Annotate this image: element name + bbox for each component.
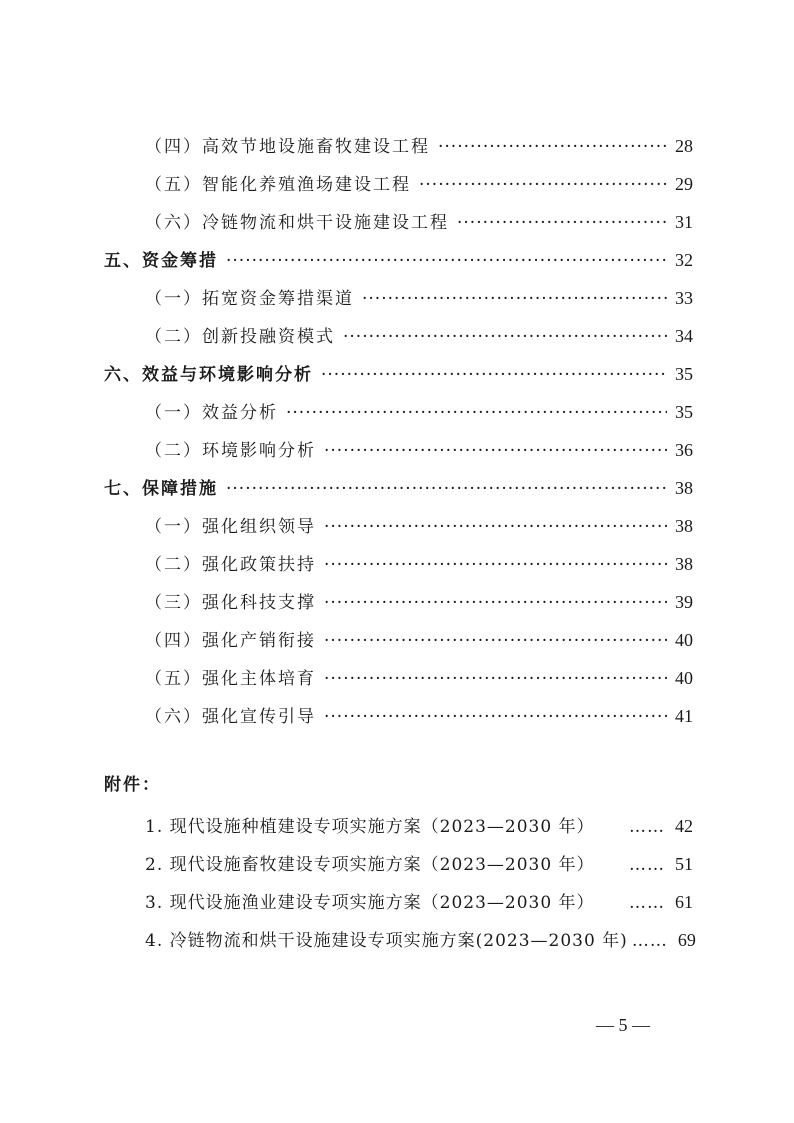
toc-entry-label: （五）智能化养殖渔场建设工程 xyxy=(145,175,411,195)
toc-entry-page: 34 xyxy=(675,326,693,346)
toc-entry-page: 41 xyxy=(675,706,693,726)
toc-entry-label: （一）强化组织领导 xyxy=(145,517,316,537)
toc-entry-label: （四）高效节地设施畜牧建设工程 xyxy=(145,137,430,157)
toc-entry-label: （四）强化产销衔接 xyxy=(145,631,316,651)
toc-entry-page: 28 xyxy=(675,136,693,156)
dot-leader xyxy=(324,702,667,732)
dot-leader xyxy=(343,322,667,352)
toc-entry-page: 38 xyxy=(675,554,693,574)
page-number: — 5 — xyxy=(596,1015,650,1035)
annex-item-label: 2. 现代设施畜牧建设专项实施方案（2023—2030 年） xyxy=(145,855,595,875)
dot-leader xyxy=(324,664,667,694)
dot-leader xyxy=(629,888,665,918)
annex-item-page: 61 xyxy=(675,892,693,912)
toc-entry[interactable] xyxy=(145,207,693,237)
toc-entry-page: 33 xyxy=(675,288,693,308)
dot-leader xyxy=(324,588,667,618)
toc-entry-page: 29 xyxy=(675,174,693,194)
toc-entry[interactable] xyxy=(145,587,693,617)
toc-entry-page: 36 xyxy=(675,440,693,460)
toc-entry-label: （六）冷链物流和烘干设施建设工程 xyxy=(145,213,449,233)
toc-entry-page: 38 xyxy=(675,516,693,536)
toc-entry[interactable] xyxy=(145,701,693,731)
dot-leader xyxy=(324,436,667,466)
dot-leader xyxy=(362,284,667,314)
toc-entry-page: 35 xyxy=(675,402,693,422)
toc-section-page: 32 xyxy=(675,250,693,270)
toc-entry[interactable] xyxy=(145,435,693,465)
annex-title: 附件： xyxy=(104,775,161,795)
toc-entry-page: 31 xyxy=(675,212,693,232)
annex-item-label: 3. 现代设施渔业建设专项实施方案（2023—2030 年） xyxy=(145,893,595,913)
dot-leader xyxy=(438,132,667,162)
toc-entry-label: （二）强化政策扶持 xyxy=(145,555,316,575)
toc-section[interactable] xyxy=(104,359,693,389)
dot-leader xyxy=(226,246,667,276)
toc-entry[interactable] xyxy=(145,511,693,541)
toc-entry-label: （二）环境影响分析 xyxy=(145,441,316,461)
toc-entry-label: （五）强化主体培育 xyxy=(145,669,316,689)
toc-section-page: 38 xyxy=(675,478,693,498)
dot-leader xyxy=(321,360,667,390)
annex-item-label: 1. 现代设施种植建设专项实施方案（2023—2030 年） xyxy=(145,817,595,837)
dot-leader xyxy=(324,512,667,542)
dot-leader xyxy=(457,208,667,238)
annex-item[interactable] xyxy=(145,925,696,955)
dot-leader xyxy=(324,550,667,580)
toc-entry[interactable] xyxy=(145,321,693,351)
annex-item-page: 42 xyxy=(675,816,693,836)
toc-section-label: 五、资金筹措 xyxy=(104,251,218,271)
toc-section-label: 七、保障措施 xyxy=(104,479,218,499)
toc-entry[interactable] xyxy=(145,397,693,427)
toc-entry-page: 39 xyxy=(675,592,693,612)
toc-section-label: 六、效益与环境影响分析 xyxy=(104,365,313,385)
toc-entry[interactable] xyxy=(145,131,693,161)
toc-entry[interactable] xyxy=(145,625,693,655)
toc-section[interactable] xyxy=(104,245,693,275)
annex-item[interactable] xyxy=(145,849,693,879)
annex-item-label: 4. 冷链物流和烘干设施建设专项实施方案(2023—2030 年) xyxy=(145,931,628,951)
annex-item-page: 51 xyxy=(675,854,693,874)
toc-entry-page: 40 xyxy=(675,630,693,650)
annex-item[interactable] xyxy=(145,887,693,917)
annex-item-page: 69 xyxy=(677,930,696,950)
toc-entry[interactable] xyxy=(145,283,693,313)
dot-leader xyxy=(629,850,665,880)
toc-section-page: 35 xyxy=(675,364,693,384)
toc-entry-label: （一）拓宽资金筹措渠道 xyxy=(145,289,354,309)
toc-entry[interactable] xyxy=(145,663,693,693)
dot-leader xyxy=(419,170,667,200)
annex-item[interactable] xyxy=(145,811,693,841)
toc-entry[interactable] xyxy=(145,549,693,579)
dot-leader xyxy=(286,398,667,428)
toc-entry[interactable] xyxy=(145,169,693,199)
dot-leader xyxy=(226,474,667,504)
dot-leader xyxy=(324,626,667,656)
toc-entry-label: （一）效益分析 xyxy=(145,403,278,423)
dot-leader xyxy=(632,926,668,956)
toc-entry-page: 40 xyxy=(675,668,693,688)
toc-section[interactable] xyxy=(104,473,693,503)
toc-entry-label: （六）强化宣传引导 xyxy=(145,707,316,727)
toc-entry-label: （二）创新投融资模式 xyxy=(145,327,335,347)
toc-entry-label: （三）强化科技支撑 xyxy=(145,593,316,613)
dot-leader xyxy=(629,812,665,842)
